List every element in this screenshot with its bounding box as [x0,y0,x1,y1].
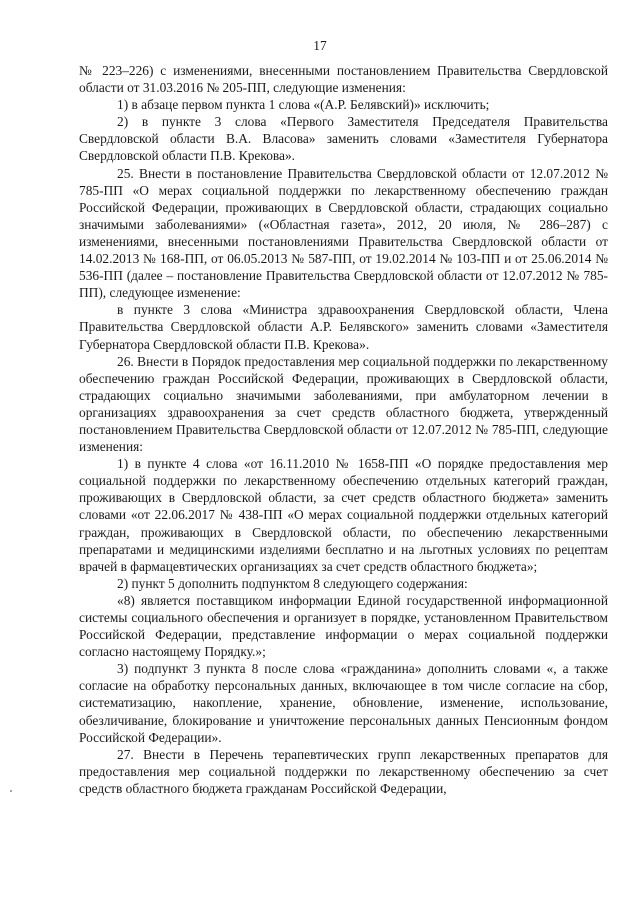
paragraph-item-1: 1) в абзаце первом пункта 1 слова «(А.Р. Белявский)» исключить; [117,97,490,113]
document-body [79,62,608,797]
paragraph-section-26: 26. Внести в Порядок предоставления мер социальной поддержки по лекарственному обеспечению граждан Российской Федерации, проживающих в Свердловской области, страдающих социально значимыми заболеваниями, при амбулаторном лечении в организациях здравоохранения за счет средств областного бюджета, утвержденный постановлением Правительства Свердловской области от 12.07.2012 № 785-ПП, следующие изменения: [79,353,608,455]
paragraph-section-26-item-2: 2) пункт 5 дополнить подпунктом 8 следующего содержания: [117,575,468,591]
paragraph-section-27: 27. Внести в Перечень терапевтических групп лекарственных препаратов для предоставления мер социальной поддержки по лекарственному обеспечению за счет средств областного бюджета гражданам Российской Федерации, [79,746,608,796]
paragraph-section-25-change: в пункте 3 слова «Министра здравоохранения Свердловской области, Члена Правительства Свердловской области А.Р. Белявского» заменить словами «Заместителя Губернатора Свердловской области П.В. Крекова». [79,302,608,352]
paragraph-section-26-item-3: 3) подпункт 3 пункта 8 после слова «гражданина» дополнить словами «, а также согласие на обработку персональных данных, включающее в том числе согласие на сбор, систематизацию, накопление, хранение, обновление, изменение, использование, обезличивание, блокирование и уничтожение персональных данных Пенсионным фондом Российской Федерации». [79,661,608,745]
paragraph-continuation: № 223–226) с изменениями, внесенными постановлением Правительства Свердловской области от 31.03.2016 № 205-ПП, следующие изменения: [79,63,608,96]
margin-speck [10,790,12,792]
paragraph-section-25: 25. Внести в постановление Правительства Свердловской области от 12.07.2012 № 785-ПП «О мерах социальной поддержки по лекарственному обеспечению граждан Российской Федерации, проживающих в Свердловской области, страдающих социально значимыми заболеваниями» («Областная газета», 2012, 20 июля, № 286–287) с изменениями, внесенными постановлениями Правительства Свердловской области от 14.02.2013 № 168-ПП, от 06.05.2013 № 587-ПП, от 19.02.2014 № 103-ПП и от 25.06.2014 № 536-ПП (далее – постановление Правительства Свердловской области от 12.07.2012 № 785-ПП), следующее изменение: [79,165,608,301]
paragraph-item-2: 2) в пункте 3 слова «Первого Заместителя Председателя Правительства Свердловской области В.А. Власова» заменить словами «Заместителя Губернатора Свердловской области П.В. Крекова». [79,114,608,164]
paragraph-quoted-subitem-8: «8) является поставщиком информации Единой государственной информационной системы социального обеспечения и организует в порядке, установленном Правительством Российской Федерации, представление информации о мерах социальной поддержки согласно настоящему Порядку.»; [79,592,608,660]
paragraph-section-26-item-1: 1) в пункте 4 слова «от 16.11.2010 № 1658-ПП «О порядке предоставления мер социальной поддержки по лекарственному обеспечению отдельных категорий граждан, проживающих в Свердловской области, за счет средств областного бюджета» заменить словами «от 22.06.2017 № 438-ПП «О мерах социальной поддержки отдельных категорий граждан, проживающих в Свердловской области, по обеспечению лекарственными препаратами и медицинскими изделиями бесплатно и на льготных условиях по рецептам врачей в фармацевтических организациях за счет средств областного бюджета»; [79,456,608,574]
page-number: 17 [313,38,327,53]
